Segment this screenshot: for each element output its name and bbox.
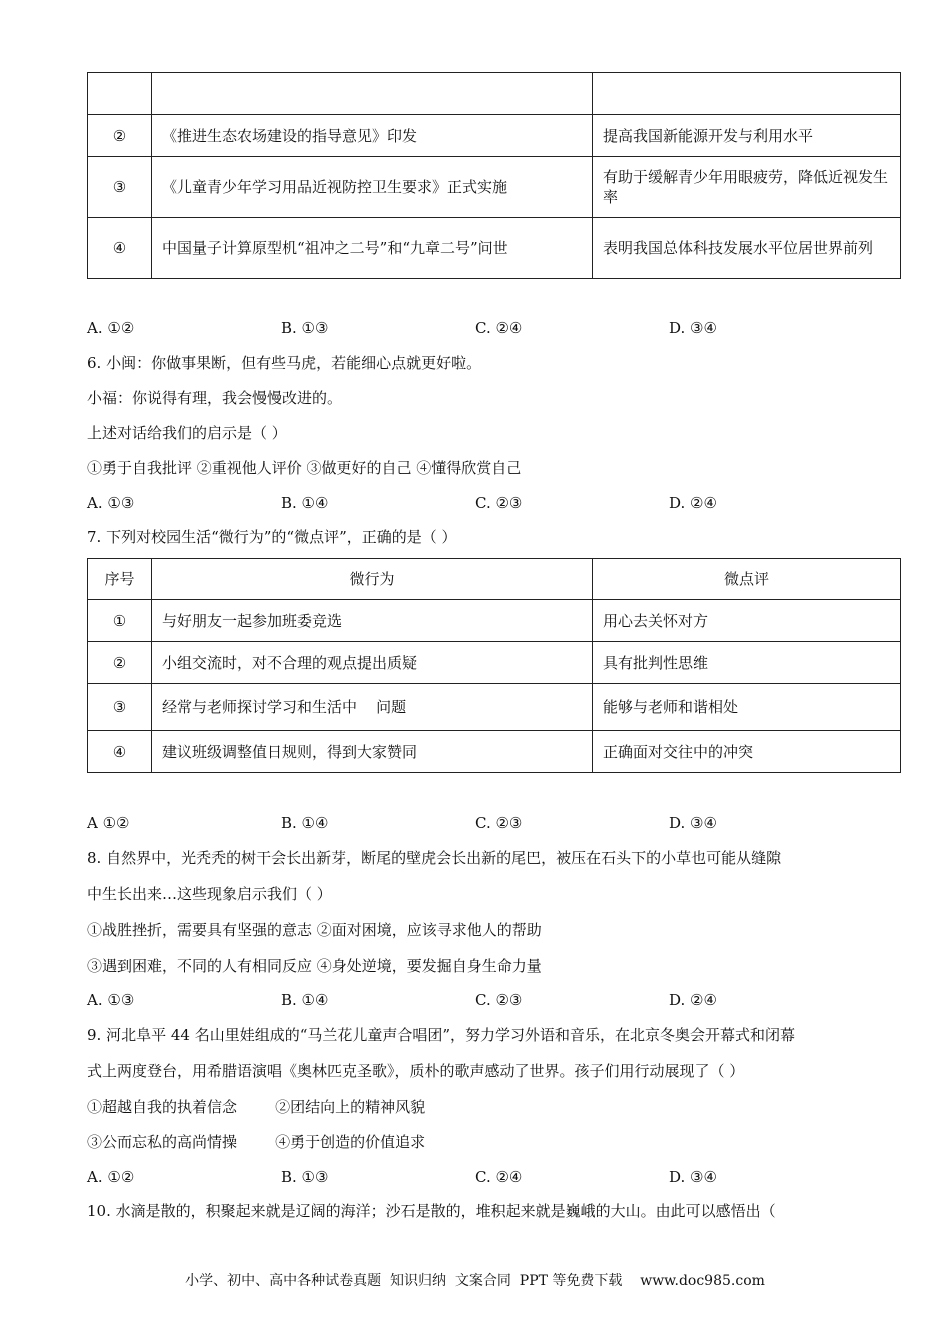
option-b[interactable]: B. ①③ [281,319,329,337]
row-comment: 具有批判性思维 [593,642,901,684]
policy-table [87,72,901,279]
option-a[interactable]: A ①② [87,814,130,832]
q6-stem: 6. 小闽：你做事果断，但有些马虎，若能细心点就更好啦。 [87,354,482,372]
table-row [88,642,901,684]
option-b[interactable]: B. ①④ [281,991,329,1009]
row-behavior: 经常与老师探讨学习和生活中 问题 [152,684,593,731]
row-number: ③ [88,684,152,731]
q9-choices-2: ③公而忘私的高尚情操 ④勇于创造的价值追求 [87,1133,426,1151]
row-comment: 能够与老师和谐相处 [593,684,901,731]
q10-stem: 10. 水滴是散的，积聚起来就是辽阔的海洋；沙石是散的，堆积起来就是巍峨的大山。由此可以感悟出（ [87,1202,776,1220]
option-c[interactable]: C. ②③ [475,814,523,832]
q9-stem-cont: 式上两度登台，用希腊语演唱《奥林匹克圣歌》，质朴的歌声感动了世界。孩子们用行动展现了（ ） [87,1062,745,1080]
page-footer: 小学、初中、高中各种试卷真题 知识归纳 文案合同 PPT 等免费下载 www.doc985.com [185,1273,765,1289]
q8-choices-1: ①战胜挫折，需要具有坚强的意志 ②面对困境，应该寻求他人的帮助 [87,921,542,939]
row-number: ④ [88,731,152,773]
q8-stem-cont: 中生长出来…这些现象启示我们（ ） [87,885,332,903]
option-a[interactable]: A. ①② [87,1168,135,1186]
row-behavior: 建议班级调整值日规则，得到大家赞同 [152,731,593,773]
option-d[interactable]: D. ③④ [669,814,717,832]
row-number: ② [88,642,152,684]
row-comment: 用心去关怀对方 [593,600,901,642]
row-comment: 正确面对交往中的冲突 [593,731,901,773]
row-event: 《推进生态农场建设的指导意见》印发 [152,115,593,157]
row-event [152,73,593,115]
option-c[interactable]: C. ②④ [475,1168,523,1186]
row-number: ① [88,600,152,642]
option-c[interactable]: C. ②④ [475,319,523,337]
row-behavior: 与好朋友一起参加班委竞选 [152,600,593,642]
table-row [88,600,901,642]
option-b[interactable]: B. ①④ [281,814,329,832]
table-header [88,559,901,600]
row-meaning: 提高我国新能源开发与利用水平 [593,115,901,157]
header-behavior: 微行为 [152,559,593,600]
header-comment: 微点评 [593,559,901,600]
row-meaning [593,73,901,115]
option-a[interactable]: A. ①③ [87,991,135,1009]
q9-stem: 9. 河北阜平 44 名山里娃组成的“马兰花儿童声合唱团”，努力学习外语和音乐，在北京冬奥会开幕式和闭幕 [87,1026,796,1044]
table-row [88,73,901,115]
option-c[interactable]: C. ②③ [475,991,523,1009]
row-behavior: 小组交流时，对不合理的观点提出质疑 [152,642,593,684]
option-d[interactable]: D. ②④ [669,991,717,1009]
row-event: 中国量子计算原型机“祖冲之二号”和“九章二号”问世 [152,218,593,279]
option-a[interactable]: A. ①② [87,319,135,337]
option-d[interactable]: D. ③④ [669,319,717,337]
q8-choices-2: ③遇到困难，不同的人有相同反应 ④身处逆境，要发掘自身生命力量 [87,957,542,975]
row-number [88,73,152,115]
option-b[interactable]: B. ①④ [281,494,329,512]
header-number: 序号 [88,559,152,600]
option-d[interactable]: D. ③④ [669,1168,717,1186]
q6-line: 小福：你说得有理，我会慢慢改进的。 [87,389,343,407]
row-event: 《儿童青少年学习用品近视防控卫生要求》正式实施 [152,157,593,218]
option-b[interactable]: B. ①③ [281,1168,329,1186]
option-d[interactable]: D. ②④ [669,494,717,512]
row-number: ② [88,115,152,157]
option-c[interactable]: C. ②③ [475,494,523,512]
q9-choices-1: ①超越自我的执着信念 ②团结向上的精神风貌 [87,1098,426,1116]
q6-prompt: 上述对话给我们的启示是（ ） [87,424,287,442]
behavior-table [87,558,901,773]
row-number: ④ [88,218,152,279]
row-meaning: 有助于缓解青少年用眼疲劳，降低近视发生率 [593,157,901,218]
option-a[interactable]: A. ①③ [87,494,135,512]
q7-stem: 7. 下列对校园生活“微行为”的“微点评”，正确的是（ ） [87,528,457,546]
table-row [88,684,901,731]
table-row [88,218,901,279]
row-number: ③ [88,157,152,218]
table-row [88,115,901,157]
table-row [88,731,901,773]
row-meaning: 表明我国总体科技发展水平位居世界前列 [593,218,901,279]
table-row [88,157,901,218]
q6-choices: ①勇于自我批评 ②重视他人评价 ③做更好的自己 ④懂得欣赏自己 [87,459,522,477]
q8-stem: 8. 自然界中，光秃秃的树干会长出新芽，断尾的壁虎会长出新的尾巴，被压在石头下的小草也可能从缝隙 [87,849,782,867]
